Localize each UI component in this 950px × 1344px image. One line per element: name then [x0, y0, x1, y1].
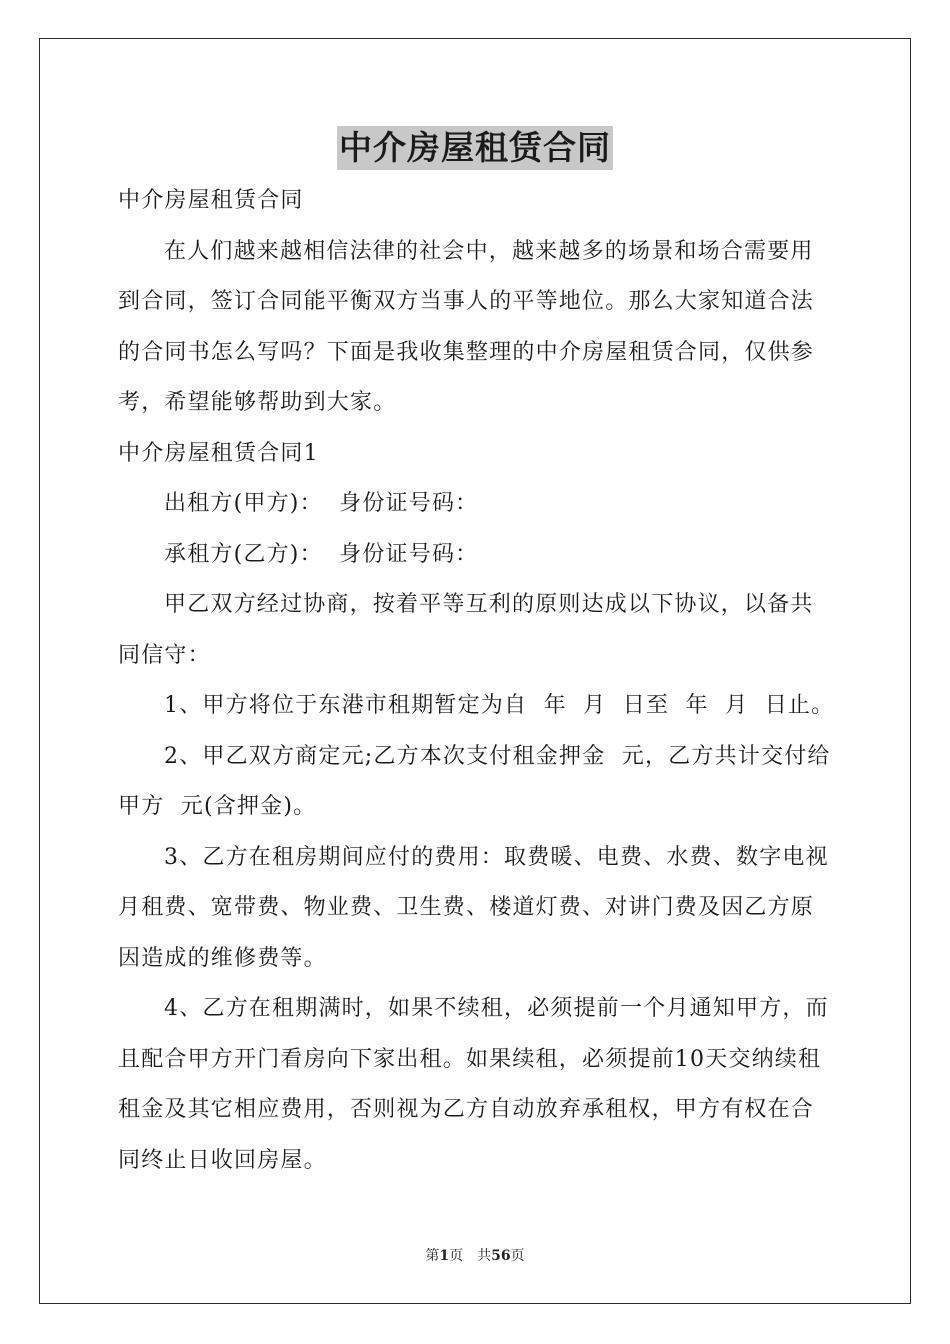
- page-total-number: 56: [491, 1248, 511, 1264]
- paragraph: 中介房屋租赁合同: [118, 188, 304, 213]
- page-current-number: 1: [439, 1248, 450, 1264]
- title-container: [0, 126, 950, 170]
- page-footer: [0, 1246, 950, 1266]
- page-mid: 页 共: [449, 1248, 492, 1264]
- paragraph: 出租方(甲方)： 身份证号码：: [164, 491, 479, 516]
- paragraph: 1、甲方将位于东港市租期暂定为自 年 月 日至 年 月 日止。: [164, 693, 835, 718]
- paragraph: 3、乙方在租房期间应付的费用：取费暖、电费、水费、数字电视月租费、宽带费、物业费、卫生费、楼道灯费、对讲门费及因乙方原因造成的维修费等。: [118, 844, 829, 971]
- page-prefix: 第: [425, 1248, 440, 1264]
- paragraph: 2、甲乙双方商定元;乙方本次支付租金押金 元，乙方共计交付给甲方 元(含押金)。: [118, 743, 831, 819]
- document-title: 中介房屋租赁合同: [337, 126, 613, 170]
- paragraph: 承租方(乙方)： 身份证号码：: [164, 541, 479, 567]
- paragraph: 中介房屋租赁合同1: [118, 440, 319, 466]
- paragraph: 甲乙双方经过协商，按着平等互利的原则达成以下协议，以备共同信守：: [118, 592, 814, 668]
- paragraph: 4、乙方在租期满时，如果不续租，必须提前一个月通知甲方，而且配合甲方开门看房向下家出租。如果续租，必须提前10天交纳续租租金及其它相应费用，否则视为乙方自动放弃承租权，甲方有权在合同终止日收回房屋。: [118, 996, 829, 1173]
- paragraph: 在人们越来越相信法律的社会中，越来越多的场景和场合需要用到合同，签订合同能平衡双方当事人的平等地位。那么大家知道合法的合同书怎么写吗？下面是我收集整理的中介房屋租赁合同，仅供参考，希望能够帮助到大家。: [118, 238, 815, 415]
- document-body: [118, 176, 836, 1186]
- page-suffix: 页: [510, 1248, 525, 1264]
